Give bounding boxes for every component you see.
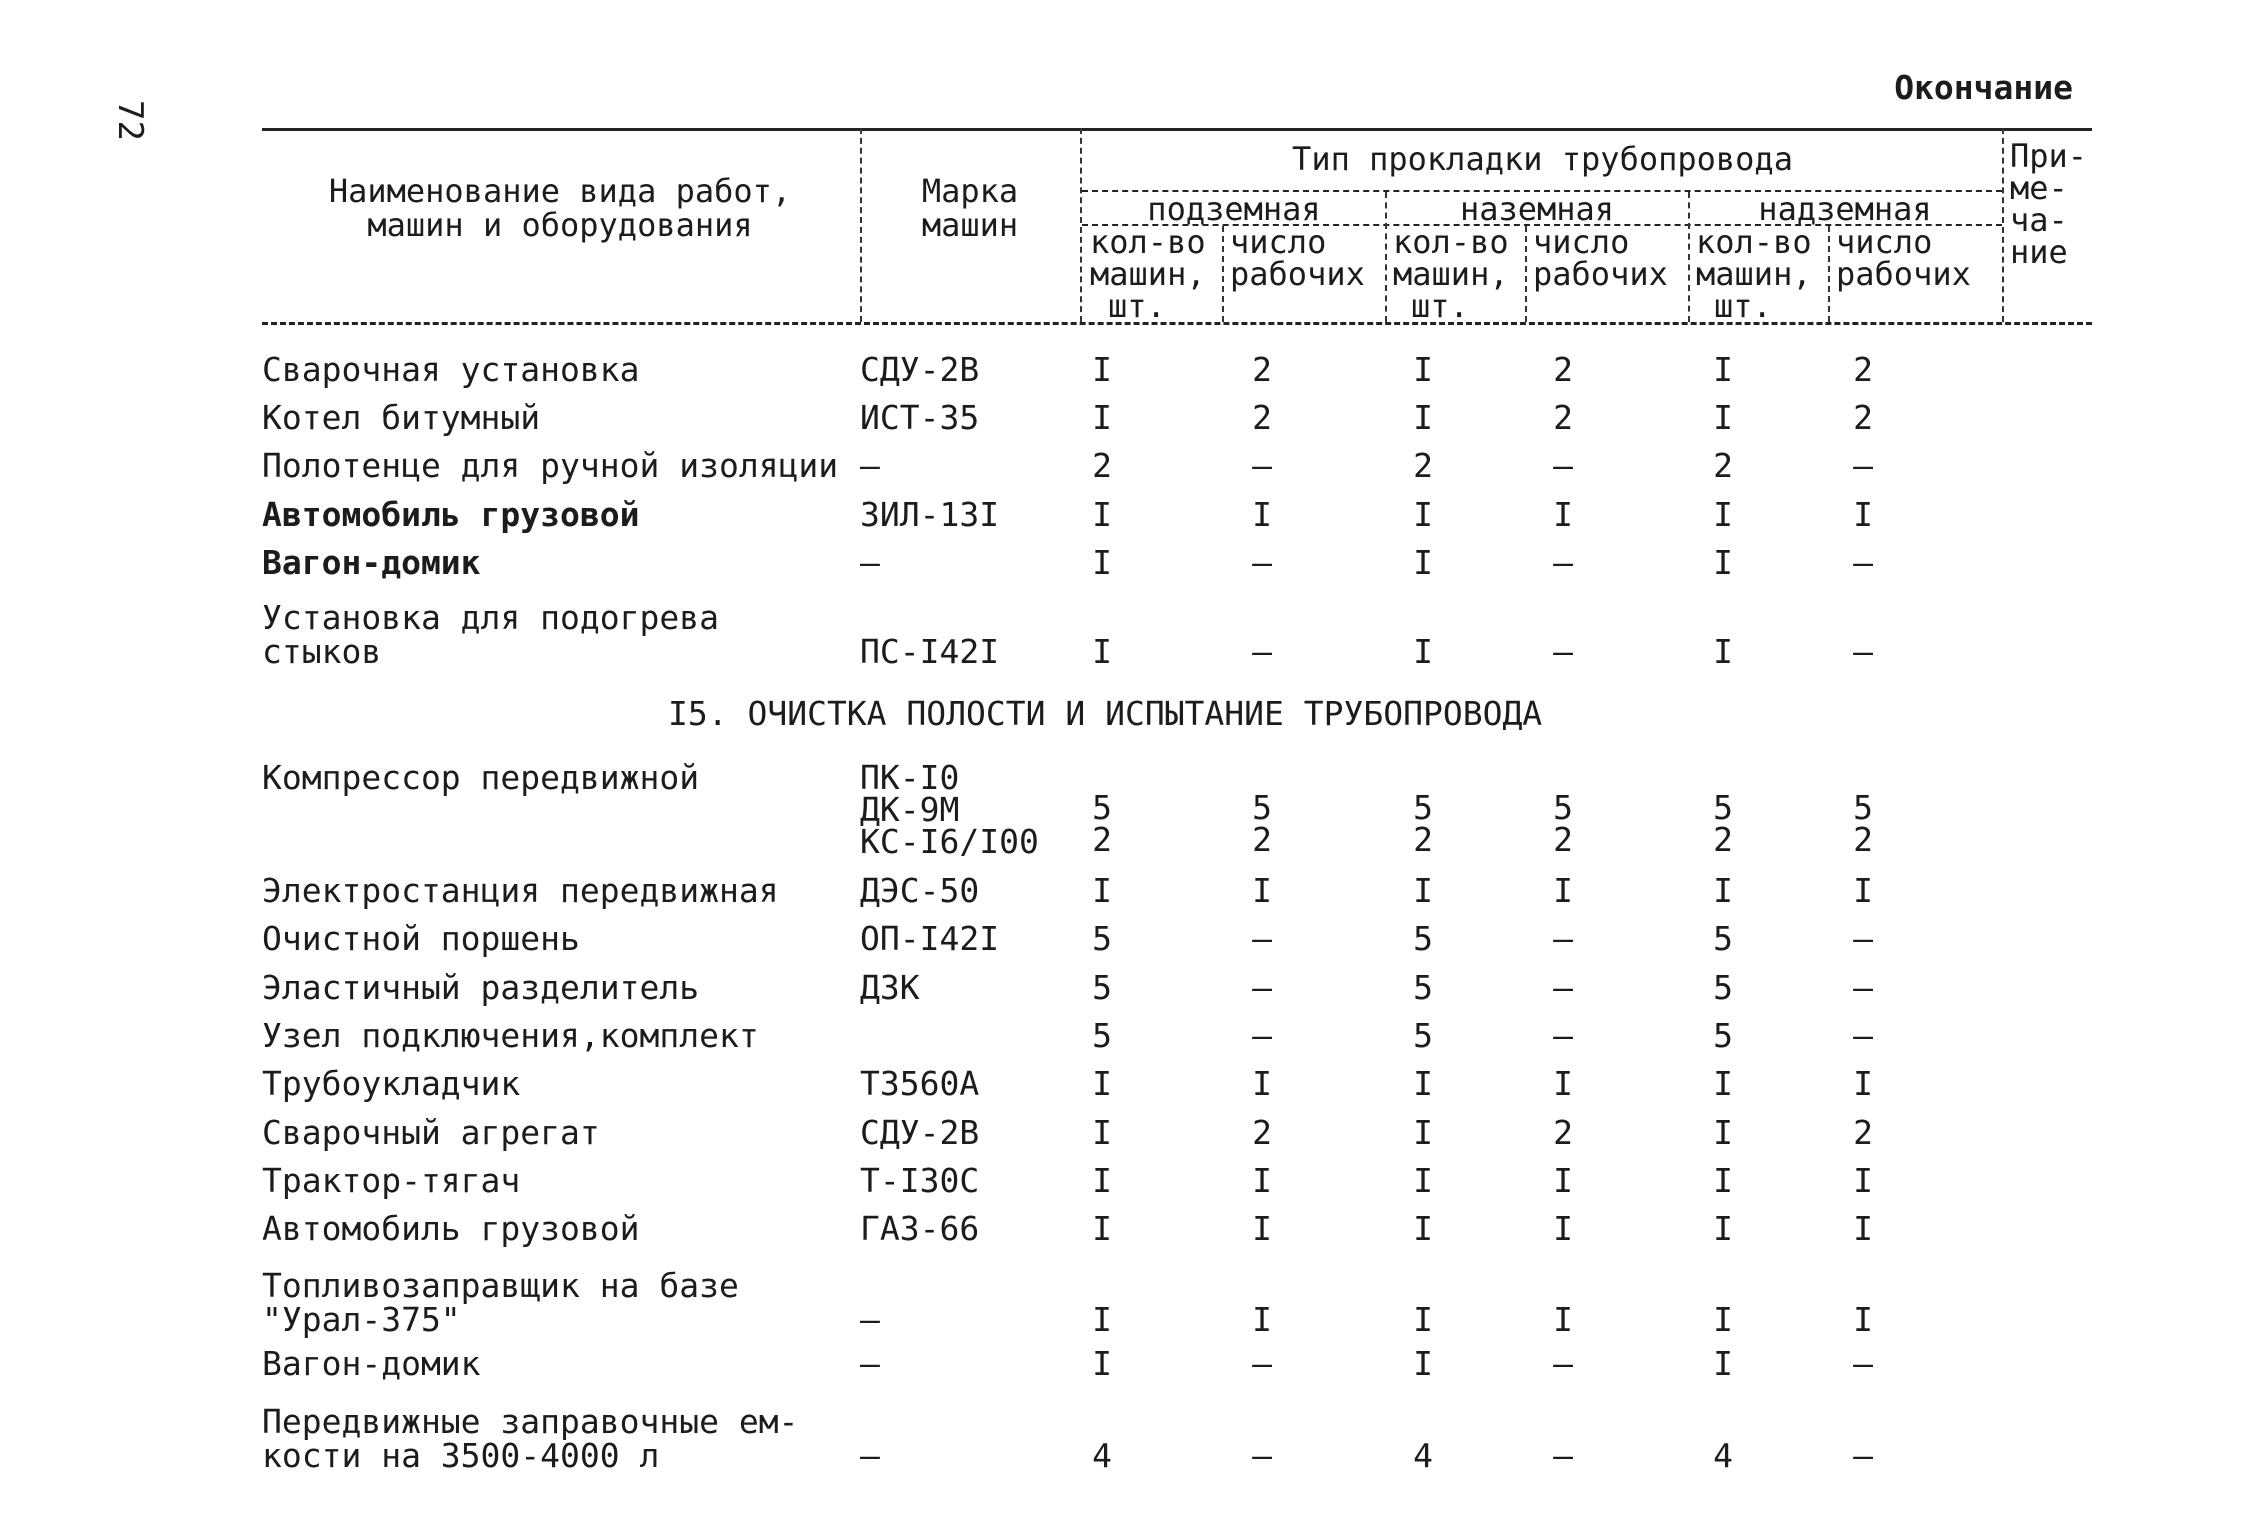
header-workers-line-2: рабочих xyxy=(1230,255,1365,293)
header-note-line-3: ча- xyxy=(2010,201,2068,239)
continuation-label: Окончание xyxy=(1894,68,2073,107)
row-mark: КС-I6/I00 xyxy=(860,822,1039,861)
header-name-column xyxy=(270,174,850,242)
row-name: стыков xyxy=(262,632,382,671)
row-value: I xyxy=(1413,871,1433,910)
header-count-line-2: машин, xyxy=(1696,255,1812,293)
row-value: I xyxy=(1853,871,1873,910)
row-value: I xyxy=(1413,1300,1433,1339)
page-number: 72 xyxy=(110,100,150,141)
row-value: – xyxy=(1553,543,1573,582)
row-value: 5 xyxy=(1092,919,1112,958)
row-value: – xyxy=(1553,1016,1573,1055)
row-name: Компрессор передвижной xyxy=(262,758,700,797)
row-value: 5 xyxy=(1413,788,1433,827)
row-value: I xyxy=(1413,1344,1433,1383)
row-value: 5 xyxy=(1252,788,1272,827)
row-value: 2 xyxy=(1853,350,1873,389)
header-count-line-3: шт. xyxy=(1411,287,1469,325)
row-mark: – xyxy=(860,1344,880,1383)
row-value: I xyxy=(1713,1300,1733,1339)
row-value: I xyxy=(1092,543,1112,582)
row-mark: Т3560А xyxy=(860,1064,980,1103)
row-value: 2 xyxy=(1853,820,1873,859)
row-value: I xyxy=(1413,398,1433,437)
row-value: – xyxy=(1853,446,1873,485)
row-value: I xyxy=(1252,871,1272,910)
row-name: кости на 3500-4000 л xyxy=(262,1436,660,1475)
row-mark: Т-I30С xyxy=(860,1161,980,1200)
row-value: I xyxy=(1092,871,1112,910)
row-value: – xyxy=(1252,446,1272,485)
row-mark: СДУ-2В xyxy=(860,1113,980,1152)
row-value: I xyxy=(1713,1161,1733,1200)
row-name: Передвижные заправочные ем- xyxy=(262,1402,799,1441)
section-title: I5. ОЧИСТКА ПОЛОСТИ И ИСПЫТАНИЕ ТРУБОПРОВОДА xyxy=(668,694,1543,733)
row-mark: СДУ-2В xyxy=(860,350,980,389)
row-value: 2 xyxy=(1252,398,1272,437)
row-value: 5 xyxy=(1713,1016,1733,1055)
row-value: 5 xyxy=(1092,1016,1112,1055)
row-value: I xyxy=(1553,1064,1573,1103)
row-value: I xyxy=(1413,1113,1433,1152)
row-value: I xyxy=(1853,495,1873,534)
row-value: – xyxy=(1853,543,1873,582)
row-name: Узел подключения,комплект xyxy=(262,1016,759,1055)
row-value: 2 xyxy=(1413,820,1433,859)
header-note-line-2: ме- xyxy=(2010,169,2068,207)
row-value: – xyxy=(1853,1016,1873,1055)
header-sub-workers-2 xyxy=(1533,223,1668,293)
row-value: 4 xyxy=(1092,1436,1112,1475)
row-value: I xyxy=(1713,398,1733,437)
header-group-ground: наземная xyxy=(1459,190,1615,228)
row-name: Автомобиль грузовой xyxy=(262,1209,640,1248)
row-value: I xyxy=(1092,1113,1112,1152)
row-value: 2 xyxy=(1252,820,1272,859)
row-mark: ГАЗ-66 xyxy=(860,1209,980,1248)
row-value: 5 xyxy=(1713,968,1733,1007)
row-value: I xyxy=(1092,632,1112,671)
row-mark: – xyxy=(860,1436,880,1475)
row-value: I xyxy=(1413,543,1433,582)
header-count-line-1: кол-во xyxy=(1090,223,1206,261)
row-name: Установка для подогрева xyxy=(262,598,719,637)
row-value: 5 xyxy=(1413,919,1433,958)
header-sub-workers-1 xyxy=(1230,223,1365,293)
row-value: I xyxy=(1092,1300,1112,1339)
row-value: I xyxy=(1252,1064,1272,1103)
header-mark-column xyxy=(870,174,1070,242)
header-count-line-1: кол-во xyxy=(1696,223,1812,261)
row-name: Электростанция передвижная xyxy=(262,871,779,910)
row-value: I xyxy=(1092,1064,1112,1103)
row-value: 5 xyxy=(1713,788,1733,827)
row-value: 4 xyxy=(1713,1436,1733,1475)
header-group-underground: подземная xyxy=(1147,190,1321,228)
row-value: I xyxy=(1713,1113,1733,1152)
divider-type-note xyxy=(2002,128,2004,322)
row-value: 2 xyxy=(1553,820,1573,859)
row-value: I xyxy=(1853,1064,1873,1103)
row-value: I xyxy=(1252,495,1272,534)
row-value: 5 xyxy=(1092,968,1112,1007)
row-value: – xyxy=(1252,1436,1272,1475)
row-mark: ПС-I42I xyxy=(860,632,1000,671)
header-count-line-1: кол-во xyxy=(1393,223,1509,261)
row-value: 5 xyxy=(1553,788,1573,827)
row-value: 5 xyxy=(1413,968,1433,1007)
row-value: – xyxy=(1553,1344,1573,1383)
row-name: "Урал-375" xyxy=(262,1300,461,1339)
row-value: 2 xyxy=(1553,1113,1573,1152)
divider-mark-type xyxy=(1080,128,1082,322)
row-name: Топливозаправщик на базе xyxy=(262,1266,739,1305)
row-name: Трактор-тягач xyxy=(262,1161,521,1200)
divider-sub-3 xyxy=(1828,226,1830,322)
header-group-overhead: надземная xyxy=(1758,190,1932,228)
row-value: – xyxy=(1853,1344,1873,1383)
header-sub-count-3 xyxy=(1696,223,1812,325)
header-note-line-1: При- xyxy=(2010,137,2088,175)
row-name: Автомобиль грузовой xyxy=(262,495,640,534)
header-bottom-rule xyxy=(262,322,2092,325)
row-value: I xyxy=(1092,1161,1112,1200)
row-mark: – xyxy=(860,446,880,485)
row-mark: – xyxy=(860,1300,880,1339)
header-workers-line-2: рабочих xyxy=(1533,255,1668,293)
row-name: Вагон-домик xyxy=(262,543,481,582)
row-value: 2 xyxy=(1252,1113,1272,1152)
row-name: Сварочный агрегат xyxy=(262,1113,600,1152)
divider-group-2 xyxy=(1688,192,1690,322)
row-value: I xyxy=(1553,871,1573,910)
header-mark-line-1: Марка xyxy=(921,172,1019,210)
row-value: 5 xyxy=(1092,788,1112,827)
row-value: 2 xyxy=(1553,350,1573,389)
header-count-line-3: шт. xyxy=(1714,287,1772,325)
row-value: I xyxy=(1413,632,1433,671)
row-value: I xyxy=(1853,1161,1873,1200)
header-sub-count-2 xyxy=(1393,223,1509,325)
row-value: I xyxy=(1713,871,1733,910)
row-name: Эластичный разделитель xyxy=(262,968,700,1007)
row-value: I xyxy=(1713,632,1733,671)
row-value: – xyxy=(1252,1344,1272,1383)
row-value: I xyxy=(1713,495,1733,534)
row-value: – xyxy=(1252,543,1272,582)
row-value: – xyxy=(1252,968,1272,1007)
row-value: 2 xyxy=(1853,1113,1873,1152)
row-mark: ДК-9М xyxy=(860,790,960,829)
row-value: I xyxy=(1553,1209,1573,1248)
header-type-title: Тип прокладки трубопровода xyxy=(1292,140,1793,178)
header-name-line-2: машин и оборудования xyxy=(367,206,753,244)
row-value: I xyxy=(1713,350,1733,389)
row-value: 5 xyxy=(1713,919,1733,958)
header-workers-line-2: рабочих xyxy=(1836,255,1971,293)
row-value: – xyxy=(1553,1436,1573,1475)
row-value: I xyxy=(1413,350,1433,389)
row-value: 2 xyxy=(1252,350,1272,389)
row-value: I xyxy=(1713,543,1733,582)
row-mark: ИСТ-35 xyxy=(860,398,980,437)
row-value: – xyxy=(1853,1436,1873,1475)
row-value: I xyxy=(1092,398,1112,437)
header-mark-line-2: машин xyxy=(921,206,1019,244)
row-value: I xyxy=(1092,495,1112,534)
row-value: – xyxy=(1853,919,1873,958)
row-mark: – xyxy=(860,543,880,582)
row-value: I xyxy=(1413,1209,1433,1248)
row-value: I xyxy=(1553,1300,1573,1339)
row-value: I xyxy=(1413,1064,1433,1103)
row-value: I xyxy=(1853,1300,1873,1339)
row-value: I xyxy=(1853,1209,1873,1248)
row-value: – xyxy=(1252,919,1272,958)
header-count-line-3: шт. xyxy=(1108,287,1166,325)
header-count-line-2: машин, xyxy=(1090,255,1206,293)
row-value: I xyxy=(1092,350,1112,389)
header-top-rule xyxy=(262,128,2092,131)
row-value: – xyxy=(1252,632,1272,671)
row-name: Сварочная установка xyxy=(262,350,640,389)
row-name: Вагон-домик xyxy=(262,1344,481,1383)
row-value: – xyxy=(1853,632,1873,671)
row-value: 2 xyxy=(1553,398,1573,437)
row-mark: ПК-I0 xyxy=(860,758,960,797)
row-value: 4 xyxy=(1413,1436,1433,1475)
row-value: I xyxy=(1553,495,1573,534)
row-name: Трубоукладчик xyxy=(262,1064,521,1103)
row-value: I xyxy=(1713,1344,1733,1383)
row-value: I xyxy=(1252,1161,1272,1200)
row-value: – xyxy=(1853,968,1873,1007)
row-value: 2 xyxy=(1413,446,1433,485)
row-value: I xyxy=(1252,1209,1272,1248)
divider-sub-2 xyxy=(1525,226,1527,322)
row-value: 5 xyxy=(1853,788,1873,827)
divider-group-1 xyxy=(1385,192,1387,322)
header-workers-line-1: число xyxy=(1836,223,1933,261)
row-value: – xyxy=(1553,446,1573,485)
row-value: I xyxy=(1252,1300,1272,1339)
row-name: Котел битумный xyxy=(262,398,541,437)
row-mark: ДЭС-50 xyxy=(860,871,980,910)
row-value: 2 xyxy=(1092,820,1112,859)
row-value: – xyxy=(1553,968,1573,1007)
row-value: I xyxy=(1092,1209,1112,1248)
row-name: Очистной поршень xyxy=(262,919,580,958)
row-value: I xyxy=(1713,1209,1733,1248)
row-value: 2 xyxy=(1713,820,1733,859)
row-value: 2 xyxy=(1713,446,1733,485)
header-name-line-1: Наименование вида работ, xyxy=(328,172,792,210)
divider-name-mark xyxy=(860,128,862,322)
header-note-column xyxy=(2010,137,2088,271)
row-value: 2 xyxy=(1092,446,1112,485)
header-workers-line-1: число xyxy=(1230,223,1327,261)
row-mark: ЗИЛ-13I xyxy=(860,495,1000,534)
row-value: I xyxy=(1553,1161,1573,1200)
row-value: I xyxy=(1413,495,1433,534)
row-value: I xyxy=(1413,1161,1433,1200)
row-value: I xyxy=(1713,1064,1733,1103)
row-value: – xyxy=(1553,632,1573,671)
row-value: – xyxy=(1252,1016,1272,1055)
row-value: I xyxy=(1092,1344,1112,1383)
row-mark: ОП-I42I xyxy=(860,919,1000,958)
row-value: 5 xyxy=(1413,1016,1433,1055)
row-value: – xyxy=(1553,919,1573,958)
row-value: 2 xyxy=(1853,398,1873,437)
header-count-line-2: машин, xyxy=(1393,255,1509,293)
header-sub-count-1 xyxy=(1090,223,1206,325)
header-note-line-4: ние xyxy=(2010,233,2068,271)
row-name: Полотенце для ручной изоляции xyxy=(262,446,839,485)
row-mark: ДЗК xyxy=(860,968,920,1007)
header-workers-line-1: число xyxy=(1533,223,1630,261)
header-sub-workers-3 xyxy=(1836,223,1971,293)
divider-sub-1 xyxy=(1222,226,1224,322)
